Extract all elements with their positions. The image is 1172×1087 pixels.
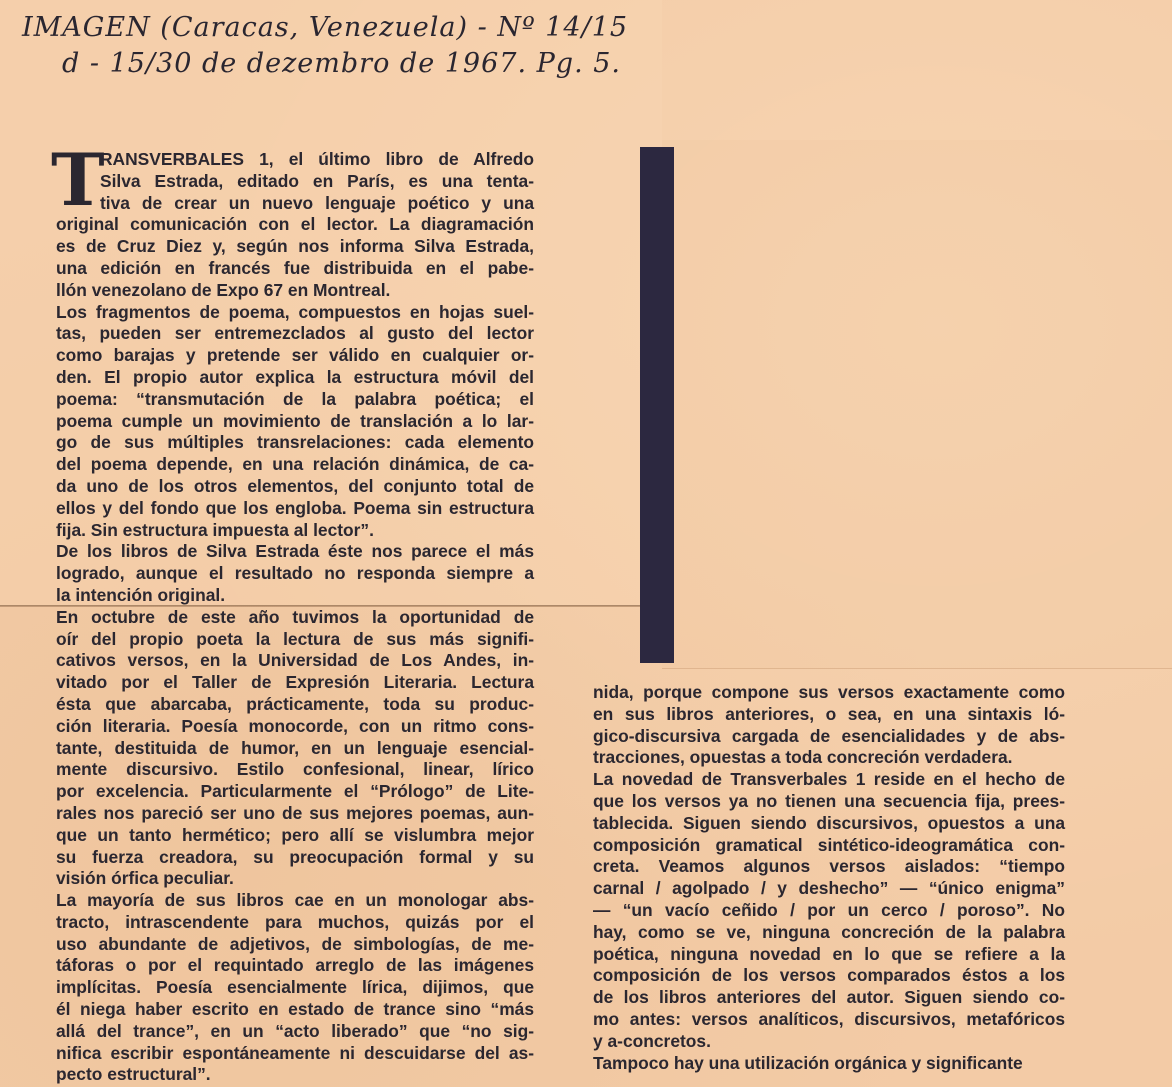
article-line: ellos y del fondo que los engloba. Poema sin estructura	[56, 497, 534, 518]
article-paragraph	[56, 302, 534, 542]
article-line: mente discursivo. Estilo confesional, linear, lírico	[56, 759, 534, 780]
article-line: que los versos ya no tienen una secuencia fija, prees-	[593, 790, 1065, 811]
article-line: llón venezolano de Expo 67 en Montreal.	[56, 279, 391, 300]
article-line: ésta que abarcaba, prácticamente, toda su produc-	[56, 693, 534, 714]
article-line: Los fragmentos de poema, compuestos en hojas suel-	[56, 301, 534, 322]
article-line: ción literaria. Poesía monocorde, con un ritmo cons-	[56, 715, 534, 736]
article-line: su fuerza creadora, su preocupación formal y su	[56, 846, 534, 867]
article-paragraph	[56, 890, 534, 1086]
article-line: da uno de los otros elementos, del conjunto total de	[56, 475, 534, 496]
article-line: rales nos pareció ser uno de sus mejores poemas, aun-	[56, 802, 534, 823]
article-line: De los libros de Silva Estrada éste nos parece el más	[56, 541, 534, 562]
article-line: y a-concretos.	[593, 1030, 711, 1051]
article-line: pecto estructural”.	[56, 1064, 211, 1085]
article-paragraph	[56, 607, 534, 890]
article-line: del poema depende, en una relación dinámica, de ca-	[56, 454, 534, 475]
article-line: por excelencia. Particularmente el “Prólogo” de Lite-	[56, 781, 534, 802]
article-line: Tampoco hay una utilización orgánica y significante	[593, 1052, 1023, 1073]
article-line: nida, porque compone sus versos exactamente como	[593, 682, 1065, 702]
article-left-column	[51, 137, 534, 1086]
article-line: oír del propio poeta la lectura de sus más signifi-	[56, 628, 534, 649]
article-line: fija. Sin estructura impuesta al lector”.	[56, 519, 374, 540]
article-line: tracto, intrascendente para muchos, quizás por el	[56, 911, 534, 932]
article-line: poema: “transmutación de la palabra poética; el	[56, 388, 534, 409]
article-line: RANSVERBALES 1, el último libro de Alfredo	[100, 149, 534, 169]
article-right-column	[593, 682, 1065, 1074]
article-line: nifica escribir espontáneamente ni descuidarse del as-	[56, 1042, 534, 1063]
article-paragraph	[51, 137, 534, 302]
article-line: creta. Veamos algunos versos aislados: “tiempo	[593, 856, 1065, 877]
paper-patch-right	[662, 140, 1172, 669]
article-line: como barajas y pretende ser válido en cualquier or-	[56, 345, 534, 366]
article-paragraph	[593, 1053, 1065, 1075]
article-line: allá del trance”, en un “acto liberado” que “no sig-	[56, 1020, 534, 1041]
article-line: hay, como se ve, ninguna concreción de la palabra	[593, 921, 1065, 942]
article-line: tas, pueden ser entremezclados al gusto del lector	[56, 323, 534, 344]
article-line: den. El propio autor explica la estructura móvil del	[56, 366, 534, 387]
article-line: logrado, aunque el resultado no responda siempre a	[56, 563, 534, 584]
article-line: La mayoría de sus libros cae en un monologar abs-	[56, 890, 534, 911]
article-line: táforas o por el requintado arreglo de las imágenes	[56, 955, 534, 976]
article-line: una edición en francés fue distribuida en el pabe-	[56, 257, 534, 278]
handwritten-line-1: IMAGEN (Caracas, Venezuela) - Nº 14/15	[22, 12, 629, 43]
article-line: es de Cruz Diez y, según nos informa Silva Estrada,	[56, 236, 534, 257]
article-line: visión órfica peculiar.	[56, 868, 234, 889]
article-paragraph	[593, 682, 1065, 769]
article-line: que un tanto hermético; pero allí se vislumbra mejor	[56, 824, 534, 845]
article-line: uso abundante de adjetivos, de simbologías, de me-	[56, 933, 534, 954]
article-line: tracciones, opuestas a toda concreción verdadera.	[593, 747, 1013, 768]
article-line: implícitas. Poesía esencialmente lírica, dijimos, que	[56, 977, 534, 998]
article-line: La novedad de Transverbales 1 reside en el hecho de	[593, 769, 1065, 790]
article-paragraph	[56, 541, 534, 606]
article-line: tiva de crear un nuevo lenguaje poético y una	[100, 192, 534, 213]
article-line: En octubre de este año tuvimos la oportunidad de	[56, 606, 534, 627]
article-line: tante, destituida de humor, en un lenguaje esencial-	[56, 737, 534, 758]
handwritten-line-2: d - 15/30 de dezembro de 1967. Pg. 5.	[62, 48, 622, 79]
article-paragraph	[593, 769, 1065, 1052]
article-line: cativos versos, en la Universidad de Los Andes, in-	[56, 650, 534, 671]
article-line: gico-discursiva cargada de esencialidades y de abs-	[593, 725, 1065, 746]
article-line: la intención original.	[56, 584, 226, 605]
article-line: original comunicación con el lector. La diagramación	[56, 214, 534, 235]
article-line: de los libros anteriores del autor. Siguen siendo co-	[593, 987, 1065, 1008]
handwritten-citation	[22, 10, 642, 82]
article-line: vitado por el Taller de Expresión Literaria. Lectura	[56, 672, 534, 693]
article-line: go de sus múltiples transrelaciones: cada elemento	[56, 432, 534, 453]
article-line: Silva Estrada, editado en París, es una tenta-	[100, 170, 534, 191]
article-line: poema cumple un movimiento de translación a lo lar-	[56, 410, 534, 431]
decorative-vertical-bar	[640, 147, 674, 663]
article-line: tablecida. Siguen siendo discursivos, opuestos a una	[593, 812, 1065, 833]
article-line: poética, ninguna novedad en lo que se refiere a la	[593, 943, 1065, 964]
article-line: él niega haber escrito en estado de trance sino “más	[56, 999, 534, 1020]
drop-cap: T	[51, 137, 105, 222]
article-line: — “un vacío ceñido / por un cerco / poroso”. No	[593, 899, 1065, 920]
article-line: carnal / agolpado / y deshecho” — “único enigma”	[593, 878, 1065, 899]
article-line: mo antes: versos analíticos, discursivos, metafóricos	[593, 1008, 1065, 1029]
article-line: composición gramatical sintético-ideogramática con-	[593, 834, 1065, 855]
article-line: en sus libros anteriores, o sea, en una sintaxis ló-	[593, 703, 1065, 724]
article-line: composición de los versos comparados éstos a los	[593, 965, 1065, 986]
